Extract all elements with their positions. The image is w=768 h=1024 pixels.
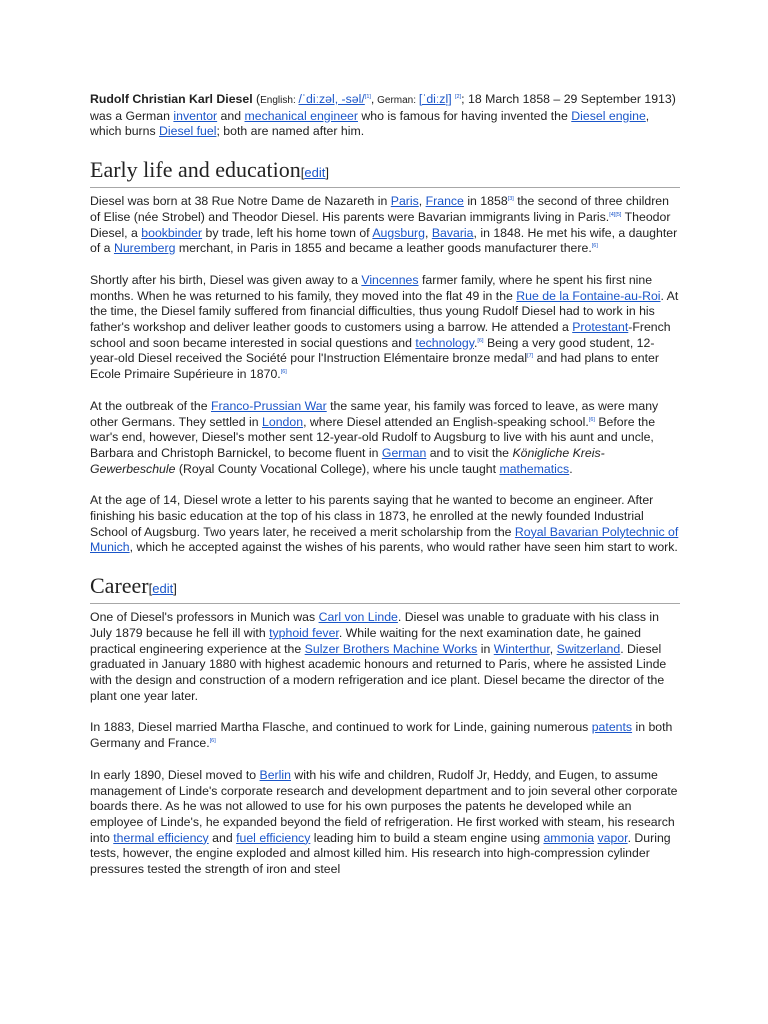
link-bookbinder[interactable]: bookbinder [141,225,203,240]
text: English: [260,95,299,106]
paragraph-birth [90,194,680,257]
text: . At the time, the Diesel family suffered from financial difficulties, thus young Rudolf Diesel had to work in his father's workshop and deliver leather goods to customers using a barrow. He attended a [90,288,679,335]
edit-section [301,165,329,180]
text: and [208,830,237,845]
link-nuremberg[interactable]: Nuremberg [113,241,176,256]
italic-school-name: Königliche Kreis-Gewerbeschule [90,445,605,476]
text: , [549,641,557,656]
link-switzerland[interactable]: Switzerland [556,641,621,656]
section-heading-career [90,572,680,604]
link-vapor[interactable]: vapor [597,830,628,845]
paragraph-childhood [90,273,680,383]
text: ; 18 March 1858 – 29 September 1913) was a German [90,92,676,123]
text: . During tests, however, the engine exploded and almost killed him. His research into high-compression cylinder pressures tested the strength of iron and steel [90,830,671,877]
ref-6[interactable]: [6] [591,243,598,250]
text: . While waiting for the next examination date, he gained practical engineering experience at the [90,625,641,656]
text: by trade, left his home town of [202,225,373,240]
link-technology[interactable]: technology [415,335,474,350]
text: (Royal County Vocational College), where his uncle taught [175,461,500,476]
ref-4-5[interactable]: [4][5] [609,211,622,218]
text: At the age of 14, Diesel wrote a letter to his parents saying that he wanted to become an engineer. After finishing his basic education at the top of his class in 1873, he enrolled at the newly founded Industrial School of Augsburg. Two years later, he received a merit scholarship from the [90,493,654,539]
edit-link[interactable]: edit [152,581,174,597]
link-fuel-efficiency[interactable]: fuel efficiency [236,830,311,845]
link-german[interactable]: German [381,445,427,460]
text: in both Germany and France. [90,720,673,751]
text: and to visit the [426,445,513,460]
text: in 1858 [463,194,508,209]
ref-1[interactable]: [1] [364,94,371,100]
text: In 1883, Diesel married Martha Flasche, and continued to work for Linde, gaining numerous [90,720,592,735]
text: . [473,335,478,350]
heading-text: Early life and education [90,157,301,183]
text: . Diesel was unable to graduate with his class in July 1879 because he fell ill with [90,610,659,640]
text: who is famous for having invented the [357,108,572,123]
text: with his wife and children, Rudolf Jr, Heddy, and Eugen, to assume management of Linde's corporate research and development department and to join several other corporate boards there. As he was not allowed to use for his own purposes the patents he developed while an employee of Linde's, he expanded beyond the field of refrigeration. He first worked with steam, his research into [90,767,678,845]
text: Diesel was born at 38 Rue Notre Dame de Nazareth in [90,194,391,209]
link-mathematics[interactable]: mathematics [499,461,570,476]
text: and [217,108,245,123]
link-carl-von-linde[interactable]: Carl von Linde [318,610,398,625]
link-augsburg[interactable]: Augsburg [372,225,425,240]
paragraph-berlin [90,768,680,878]
link-bavaria[interactable]: Bavaria [431,225,474,240]
link-diesel-fuel[interactable]: Diesel fuel [159,124,217,139]
text: In early 1890, Diesel moved to [90,767,260,782]
link-paris[interactable]: Paris [390,194,419,209]
text: , in 1848. He met his wife, a daughter of a [90,225,678,256]
link-mechanical-engineer[interactable]: mechanical engineer [244,108,358,123]
article-body [90,92,680,894]
ref-6[interactable]: [6] [209,738,216,745]
text: , which burns [90,108,650,139]
link-patents[interactable]: patents [591,720,633,735]
link-franco-prussian-war[interactable]: Franco-Prussian War [211,398,327,413]
ref-6[interactable]: [6] [280,369,287,376]
text: Before the war's end, however, Diesel's mother sent 12-year-old Rudolf to Augsburg to live with his aunt and uncle, Barbara and Christoph Barnickel, to become fluent in [90,414,656,460]
link-royal-bavarian-polytechnic[interactable]: Royal Bavarian Polytechnic of Munich [90,524,679,555]
link-inventor[interactable]: inventor [173,108,218,123]
text: . Diesel graduated in January 1880 with highest academic honours and returned to Paris, where he assisted Linde with the design and construction of a modern refrigeration and ice plant. Diesel became the director of the plant one year later. [90,641,667,703]
link-ipa-english[interactable]: /ˈdiːzəl, -səl/ [298,92,365,106]
text: [ [148,581,153,597]
text: One of Diesel's professors in Munich was [90,610,319,625]
text: , [418,194,426,209]
ref-6[interactable]: [6] [588,416,595,423]
text: Being a very good student, 12-year-old Diesel received the Société pour l'Instruction Elémentaire bronze medal [90,335,655,366]
text: , where Diesel attended an English-speaking school. [303,414,589,429]
text: the same year, his family was forced to leave, as were many other Germans. They settled in [90,398,659,429]
text: ; both are named after him. [216,124,365,139]
link-rue-fontaine-au-roi[interactable]: Rue de la Fontaine-au-Roi [516,288,661,303]
subject-name: Rudolf Christian Karl Diesel [90,92,253,106]
ref-2[interactable]: [2] [455,94,462,100]
text: ] [173,581,177,597]
link-thermal-efficiency[interactable]: thermal efficiency [113,830,209,845]
ref-3[interactable]: [3] [507,196,514,203]
heading-text: Career [90,573,149,599]
text: and had plans to enter Ecole Primaire Supérieure in 1870. [90,351,659,382]
link-ammonia[interactable]: ammonia [543,830,595,845]
intro-paragraph [90,92,680,140]
text: Shortly after his birth, Diesel was given away to a [90,272,362,287]
link-vincennes[interactable]: Vincennes [361,272,419,287]
link-berlin[interactable]: Berlin [259,767,291,782]
paragraph-education [90,493,680,556]
edit-link[interactable]: edit [304,165,326,181]
text: At the outbreak of the [90,398,211,413]
link-typhoid-fever[interactable]: typhoid fever [269,625,339,640]
text: in [477,641,494,656]
link-winterthur[interactable]: Winterthur [493,641,550,656]
text: Theodor Diesel, a [90,209,671,240]
paragraph-war [90,399,680,478]
paragraph-marriage [90,720,680,751]
text: . [569,461,573,476]
text: farmer family, where he spent his first nine months. When he was returned to his family, they moved into the flat 49 in the [90,272,653,303]
link-protestant[interactable]: Protestant [572,320,629,335]
text: ( [252,92,261,106]
ref-7[interactable]: [7] [527,353,534,360]
link-london[interactable]: London [262,414,304,429]
text: merchant, in Paris in 1855 and became a leather goods manufacturer there. [175,241,592,256]
link-ipa-german[interactable]: [ˈdiːzl̩] [418,92,452,106]
link-france[interactable]: France [425,194,464,209]
link-diesel-engine[interactable]: Diesel engine [571,108,646,123]
text: German: [374,95,419,106]
text: leading him to build a steam engine using [310,830,544,845]
text: the second of three children of Elise (née Strobel) and Theodor Diesel. His parents were Bavarian immigrants living in Paris. [90,194,669,224]
text: , [424,225,432,240]
edit-section [149,581,177,596]
text: , [370,92,375,106]
section-heading-early-life [90,156,680,188]
link-sulzer-brothers[interactable]: Sulzer Brothers Machine Works [304,641,478,656]
text: , which he accepted against the wishes of his parents, who would rather have seen him start to work. [129,540,678,555]
text: ] [325,165,329,181]
ref-6[interactable]: [6] [477,337,484,344]
paragraph-munich [90,610,680,704]
text: -French school and soon became interested in social questions and [90,320,671,350]
text: [ [300,165,305,181]
